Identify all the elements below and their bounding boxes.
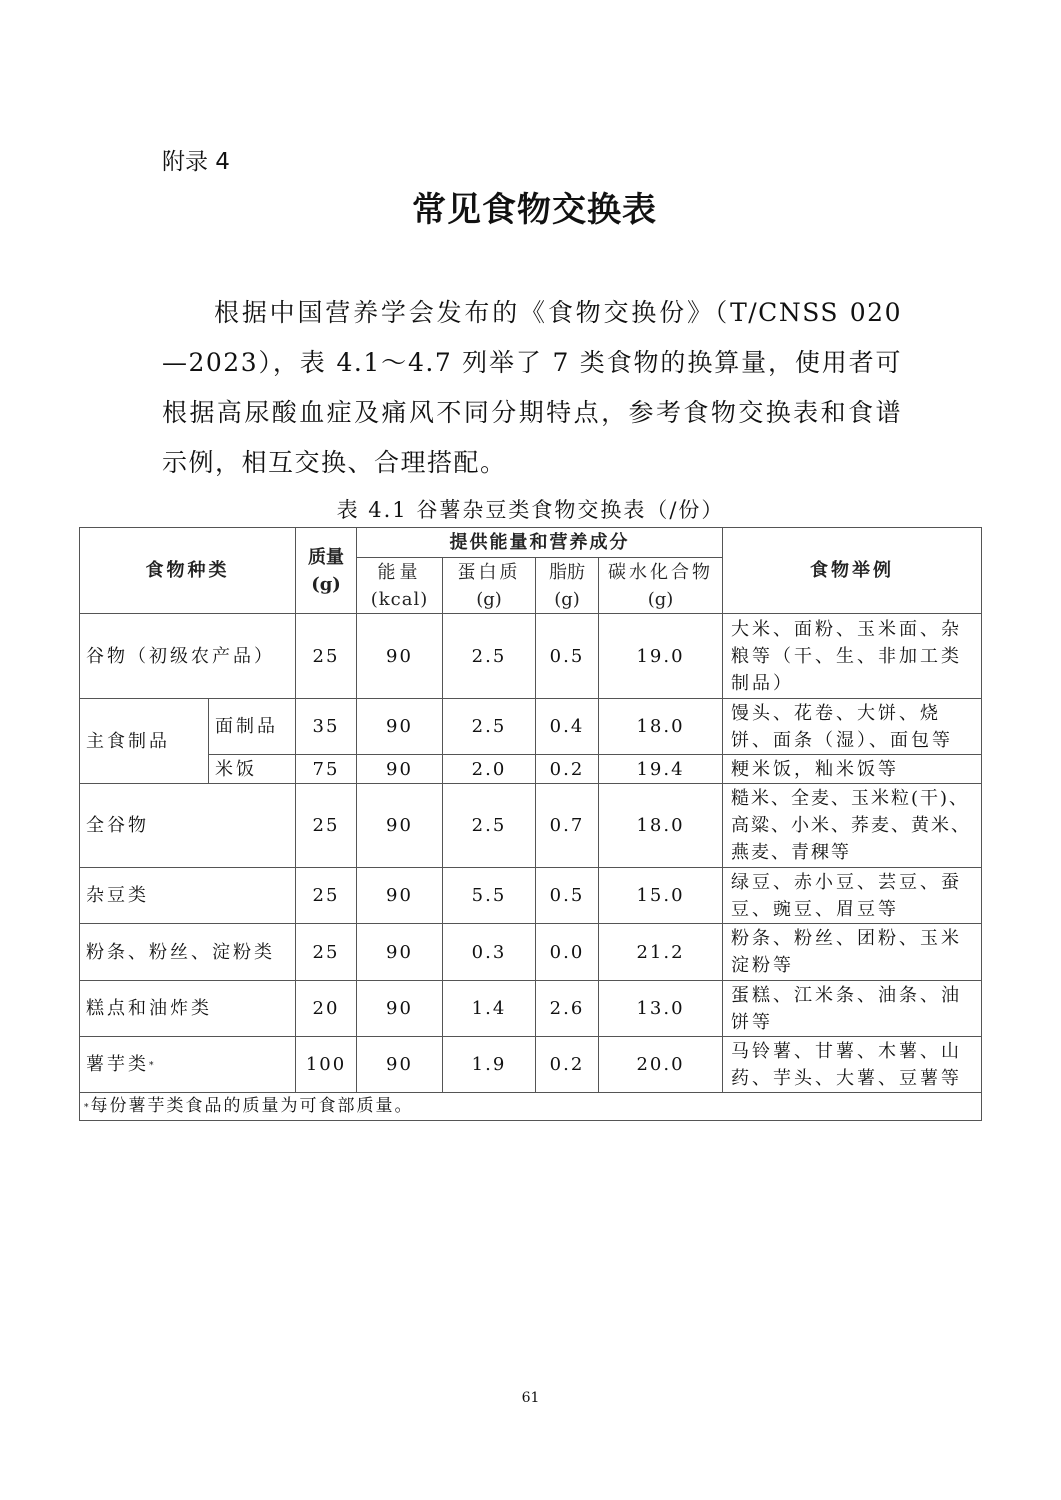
table-row bbox=[80, 924, 982, 981]
appendix-label: 附录 4 bbox=[162, 149, 230, 175]
table-row bbox=[80, 755, 982, 784]
row-carb: 19.0 bbox=[599, 614, 723, 699]
row-fat: 0.7 bbox=[536, 784, 599, 868]
footnote-marker: * bbox=[84, 1103, 91, 1113]
row-examples: 蛋糕、江米条、油条、油饼等 bbox=[723, 981, 982, 1037]
header-carb bbox=[599, 558, 723, 614]
table-footnote bbox=[80, 1093, 982, 1121]
row-examples: 大米、面粉、玉米面、杂粮等（干、生、非加工类制品） bbox=[723, 614, 982, 699]
header-protein-unit: (g) bbox=[476, 588, 502, 610]
row-examples: 粉条、粉丝、团粉、玉米淀粉等 bbox=[723, 924, 982, 981]
row-examples: 马铃薯、甘薯、木薯、山药、芋头、大薯、豆薯等 bbox=[723, 1037, 982, 1093]
table-row bbox=[80, 699, 982, 755]
table-row bbox=[80, 614, 982, 699]
intro-text: 根据中国营养学会发布的《食物交换份》（T/CNSS 020—2023），表 4.1～4.7 列举了 7 类食物的换算量，使用者可根据高尿酸血症及痛风不同分期特点，参考食物交换表和食谱示例，相互交换、合理搭配。 bbox=[162, 298, 902, 477]
row-carb: 18.0 bbox=[599, 699, 723, 755]
row-category: 糕点和油炸类 bbox=[80, 981, 296, 1037]
row-fat: 0.5 bbox=[536, 614, 599, 699]
header-protein bbox=[443, 558, 536, 614]
row-fat: 2.6 bbox=[536, 981, 599, 1037]
row-fat: 0.5 bbox=[536, 868, 599, 924]
header-fat-unit: (g) bbox=[554, 588, 580, 610]
row-protein: 2.5 bbox=[443, 614, 536, 699]
header-examples: 食物举例 bbox=[723, 528, 982, 614]
row-mass: 20 bbox=[296, 981, 357, 1037]
row-energy: 90 bbox=[357, 755, 443, 784]
row-mass: 75 bbox=[296, 755, 357, 784]
header-energy-label: 能量 bbox=[377, 561, 422, 583]
row-fat: 0.2 bbox=[536, 755, 599, 784]
food-exchange-table bbox=[79, 527, 982, 1121]
row-mass: 25 bbox=[296, 784, 357, 868]
row-mass: 35 bbox=[296, 699, 357, 755]
header-energy-unit: (kcal) bbox=[370, 588, 429, 610]
row-examples: 糙米、全麦、玉米粒(干)、高粱、小米、荞麦、黄米、燕麦、青稞等 bbox=[723, 784, 982, 868]
intro-paragraph bbox=[162, 288, 902, 488]
header-energy bbox=[357, 558, 443, 614]
row-energy: 90 bbox=[357, 699, 443, 755]
row-carb: 18.0 bbox=[599, 784, 723, 868]
row-protein: 2.5 bbox=[443, 784, 536, 868]
row-examples: 粳米饭，籼米饭等 bbox=[723, 755, 982, 784]
row-energy: 90 bbox=[357, 868, 443, 924]
footnote-marker: * bbox=[149, 1061, 157, 1071]
page-number: 61 bbox=[521, 1390, 540, 1406]
row-protein: 2.0 bbox=[443, 755, 536, 784]
row-fat: 0.4 bbox=[536, 699, 599, 755]
row-fat: 0.0 bbox=[536, 924, 599, 981]
table-footnote-row bbox=[80, 1093, 982, 1121]
header-protein-label: 蛋白质 bbox=[457, 561, 521, 583]
row-carb: 15.0 bbox=[599, 868, 723, 924]
row-fat: 0.2 bbox=[536, 1037, 599, 1093]
row-carb: 21.2 bbox=[599, 924, 723, 981]
row-protein: 1.4 bbox=[443, 981, 536, 1037]
row-carb: 13.0 bbox=[599, 981, 723, 1037]
row-category bbox=[80, 1037, 296, 1093]
header-mass-unit: (g) bbox=[311, 573, 341, 595]
row-category-text: 薯芋类 bbox=[86, 1054, 149, 1075]
footnote-text: 每份薯芋类食品的质量为可食部质量。 bbox=[90, 1096, 414, 1116]
header-category: 食物种类 bbox=[80, 528, 296, 614]
header-mass bbox=[296, 528, 357, 614]
row-category: 粉条、粉丝、淀粉类 bbox=[80, 924, 296, 981]
header-fat bbox=[536, 558, 599, 614]
header-carb-unit: (g) bbox=[647, 588, 674, 610]
row-protein: 1.9 bbox=[443, 1037, 536, 1093]
row-mass: 25 bbox=[296, 924, 357, 981]
header-fat-label: 脂肪 bbox=[549, 561, 585, 583]
row-protein: 0.3 bbox=[443, 924, 536, 981]
header-mass-label: 质量 bbox=[308, 546, 344, 568]
row-protein: 5.5 bbox=[443, 868, 536, 924]
row-protein: 2.5 bbox=[443, 699, 536, 755]
row-category: 全谷物 bbox=[80, 784, 296, 868]
table-row bbox=[80, 868, 982, 924]
header-group: 提供能量和营养成分 bbox=[357, 528, 723, 558]
row-category: 谷物（初级农产品） bbox=[80, 614, 296, 699]
table-caption: 表 4.1 谷薯杂豆类食物交换表（/份） bbox=[336, 498, 725, 522]
row-subcategory: 面制品 bbox=[209, 699, 296, 755]
row-mass: 100 bbox=[296, 1037, 357, 1093]
row-subcategory: 米饭 bbox=[209, 755, 296, 784]
header-carb-label: 碳水化合物 bbox=[608, 561, 713, 583]
row-mass: 25 bbox=[296, 868, 357, 924]
page-title: 常见食物交换表 bbox=[412, 190, 657, 230]
row-energy: 90 bbox=[357, 924, 443, 981]
row-energy: 90 bbox=[357, 1037, 443, 1093]
row-mass: 25 bbox=[296, 614, 357, 699]
row-carb: 20.0 bbox=[599, 1037, 723, 1093]
table-row bbox=[80, 1037, 982, 1093]
row-carb: 19.4 bbox=[599, 755, 723, 784]
table-row bbox=[80, 981, 982, 1037]
row-category: 主食制品 bbox=[80, 699, 209, 784]
row-energy: 90 bbox=[357, 784, 443, 868]
row-examples: 绿豆、赤小豆、芸豆、蚕豆、豌豆、眉豆等 bbox=[723, 868, 982, 924]
row-energy: 90 bbox=[357, 981, 443, 1037]
row-energy: 90 bbox=[357, 614, 443, 699]
row-category: 杂豆类 bbox=[80, 868, 296, 924]
row-examples: 馒头、花卷、大饼、烧饼、面条（湿）、面包等 bbox=[723, 699, 982, 755]
table-row bbox=[80, 784, 982, 868]
